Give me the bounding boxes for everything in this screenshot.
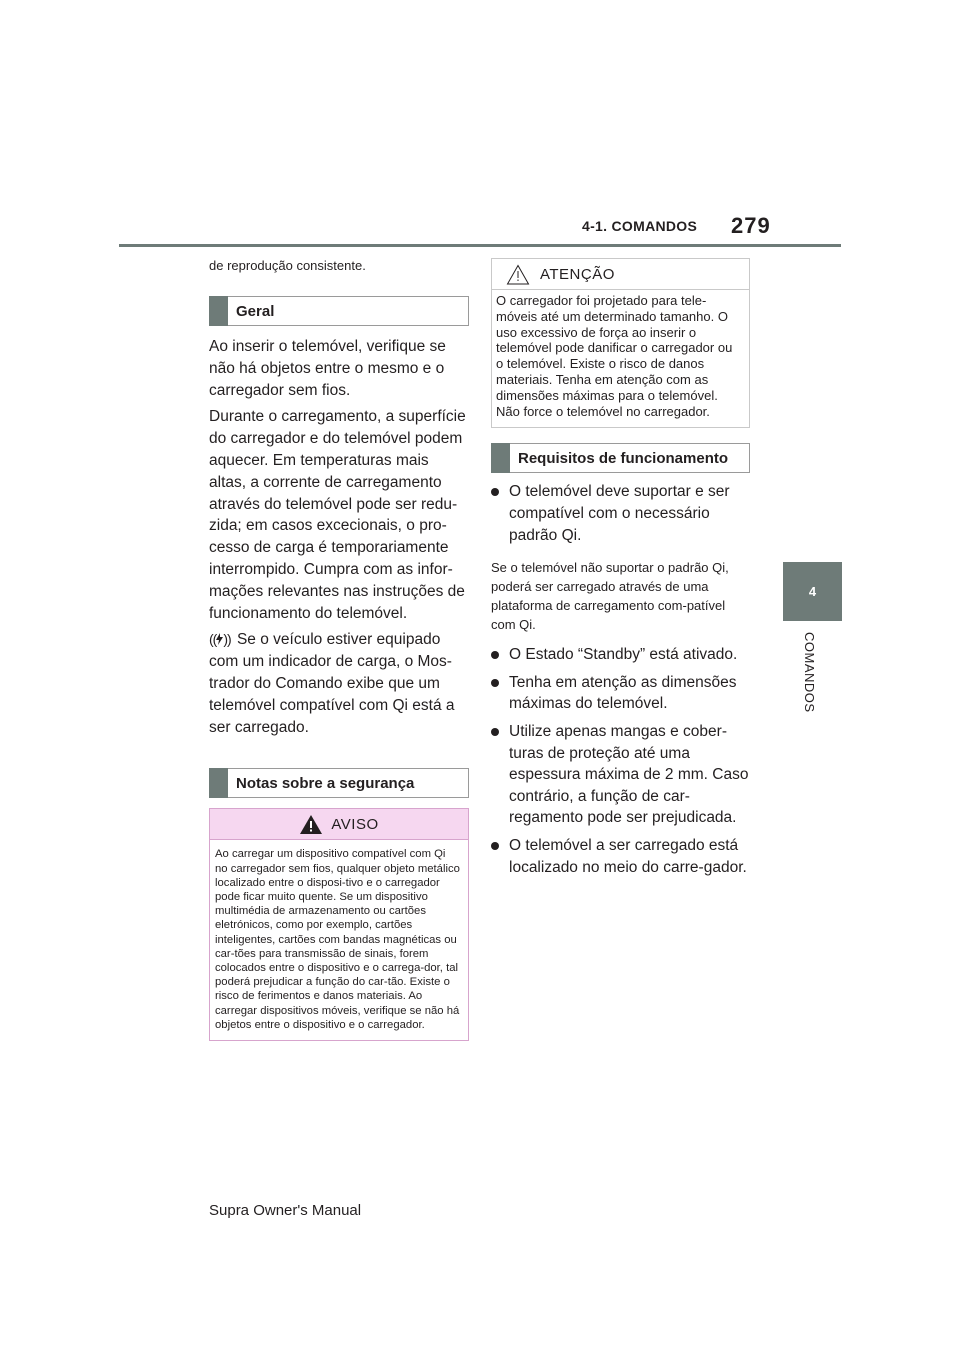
list-item-text: O Estado “Standby” está ativado. — [509, 646, 738, 664]
list-item-text: Tenha em atenção as dimensões máximas do telemóvel. — [509, 673, 737, 713]
heading-label: Requisitos de funcionamento — [518, 449, 729, 467]
warning-title — [210, 809, 468, 840]
caution-box — [491, 258, 750, 428]
bullet-dot — [491, 488, 499, 496]
footer-text: Supra Owner's Manual — [209, 1202, 362, 1219]
heading-label: Geral — [236, 302, 275, 320]
section-title: 4-1. COMANDOS — [582, 218, 698, 234]
list-item-text: O telemóvel a ser carregado está localizado no meio do carre-gador. — [509, 836, 747, 876]
chapter-label: COMANDOS — [802, 632, 817, 713]
bullet-dot — [491, 679, 499, 687]
left-column — [209, 256, 469, 1041]
wireless-charging-icon: (( )) — [209, 631, 231, 648]
bullet-dot — [491, 842, 499, 850]
caution-label: ATENÇÃO — [540, 265, 615, 283]
list-item-text: Utilize apenas mangas e cober-turas de proteção até uma espessura máxima de 2 mm. Caso contrário, a função de car-regamento pode ser prejudicada. — [509, 722, 749, 827]
section-heading-geral — [209, 296, 469, 326]
list-item — [491, 835, 750, 878]
list-item-text: O telemóvel deve suportar e ser compatível com o necessário padrão Qi. — [509, 483, 730, 544]
caution-triangle-outline-icon — [506, 264, 530, 285]
section-heading-requirements — [491, 443, 750, 473]
heading-label: Notas sobre a segurança — [236, 774, 415, 792]
paragraph-charging-indicator — [209, 629, 469, 738]
heading-bar — [209, 768, 228, 798]
warning-text: Ao carregar um dispositivo compatível com Qi no carregador sem fios, qualquer objeto metálico localizado entre o disposi-tivo e o carregador pode ficar muito quente. Se um dispositivo multimédia de armazenamento ou cartões eletrónicos, como por exemplo, cartões inteligentes, cartões com bandas magnéticas ou car-tões para transmissão de sinais, forem colocados entre o dispositivo e o carrega-dor, tal poderá prejudicar a função do car-tão. Existe o risco de ferimentos e danos materiais. Ao carregar dispositivos móveis, verifique se não há objetos entre o dispositivo e o carregador. — [215, 848, 460, 1031]
bullet-dot — [491, 728, 499, 736]
intro-text: de reprodução consistente. — [209, 258, 366, 273]
warning-label: AVISO — [331, 815, 379, 833]
section-heading-safety — [209, 768, 469, 798]
page-number: 279 — [731, 213, 771, 238]
note-text: Se o telemóvel não suportar o padrão Qi, poderá ser carregado através de uma plataforma de carregamento com-patível com Qi. — [491, 560, 729, 633]
heading-bar — [209, 296, 228, 326]
caution-title — [492, 259, 749, 290]
chapter-tab: 4 — [783, 562, 842, 621]
heading-bar — [491, 443, 510, 473]
paragraph-text: Se o veículo estiver equipado com um indicador de carga, o Mos-trador do Comando exibe que um telemóvel compatível com Qi está a ser carregado. — [209, 631, 455, 736]
header-rule — [119, 244, 841, 247]
caution-text: O carregador foi projetado para tele-móveis até um determinado tamanho. O uso excessivo de força ao inserir o telemóvel pode danificar o carregador ou o telemóvel. Existe o risco de danos materiais. Tenha em atenção com as dimensões máximas para o telemóvel. Não force o telemóvel no carregador. — [496, 293, 733, 419]
bullet-dot — [491, 651, 499, 659]
list-item — [491, 644, 750, 666]
list-item — [491, 721, 750, 829]
paragraph: Ao inserir o telemóvel, verifique se não há objetos entre o mesmo e o carregador sem fios. — [209, 338, 446, 399]
paragraph: Durante o carregamento, a superfície do carregador e do telemóvel podem aquecer. Em temperaturas mais altas, a corrente de carregamento através do telemóvel pode ser redu-zida; em casos excecionais, o pro-cesso de carga é temporariamente interrompido. Cumpra com as infor-mações relevantes nas instruções de funcionamento do telemóvel. — [209, 408, 466, 622]
list-item — [491, 672, 750, 715]
warning-box — [209, 808, 469, 1041]
warning-triangle-icon — [299, 814, 323, 835]
list-item — [491, 481, 750, 546]
right-column — [491, 258, 750, 884]
